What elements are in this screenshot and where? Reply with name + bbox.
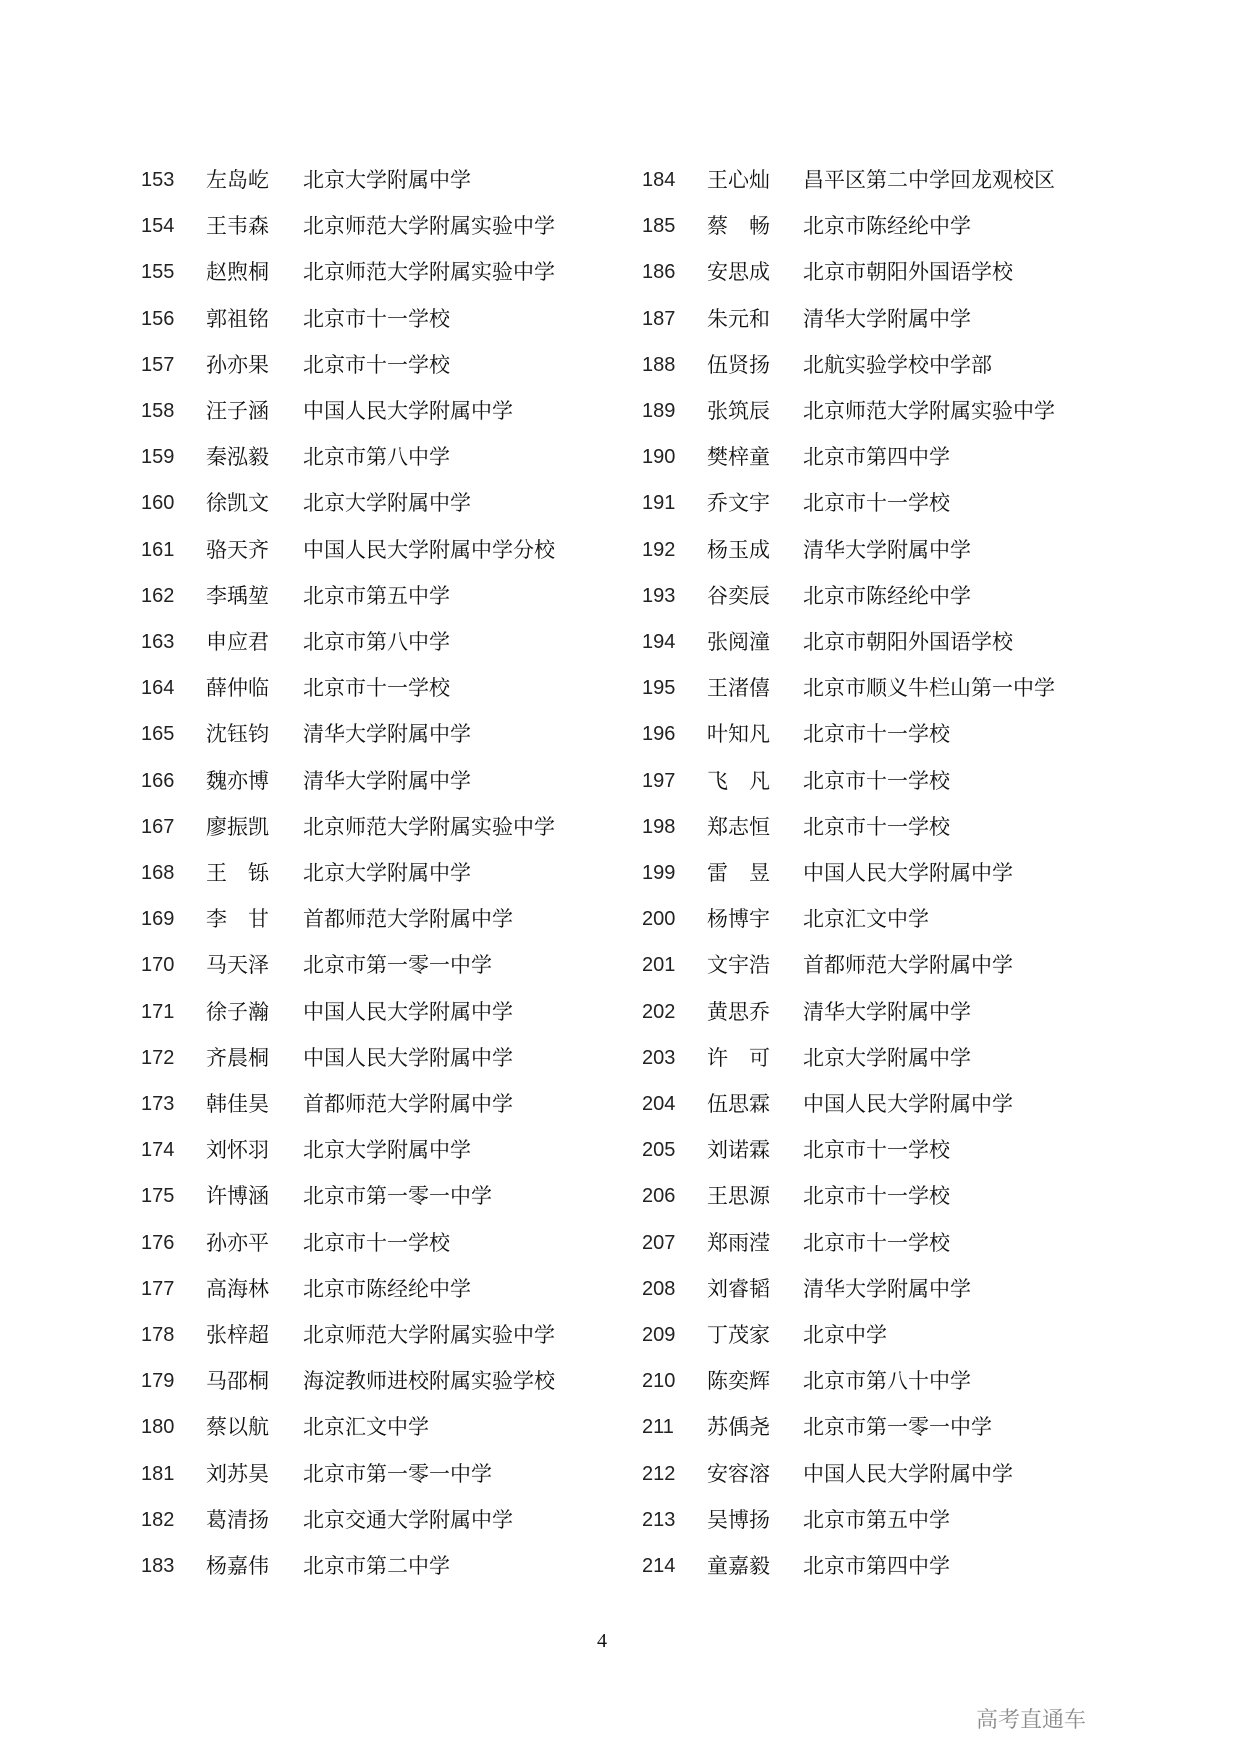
entry-number: 172 [141,1046,175,1069]
entry-number: 212 [642,1462,676,1485]
student-name: 马邵桐 [206,1369,269,1394]
entry-number: 167 [141,815,175,838]
student-name: 马天泽 [206,953,269,978]
student-name: 刘睿韬 [707,1276,770,1301]
school-name: 北京市顺义牛栏山第一中学 [803,676,1055,701]
student-name: 杨玉成 [707,537,770,562]
student-name: 李瑀堃 [206,583,269,608]
entry-number: 195 [642,677,676,700]
school-name: 海淀教师进校附属实验学校 [303,1369,555,1394]
student-name: 文宇浩 [707,953,770,978]
student-name: 飞 凡 [707,768,770,793]
student-name: 王心灿 [707,168,770,192]
entry-number: 191 [642,492,676,515]
entry-number: 185 [642,215,676,238]
school-name: 中国人民大学附属中学 [803,1461,1013,1486]
school-name: 北京汇文中学 [303,1415,429,1440]
student-name: 伍思霖 [707,1092,770,1116]
school-name: 清华大学附属中学 [803,999,971,1024]
school-name: 北京师范大学附属实验中学 [303,214,555,239]
entry-number: 168 [141,862,175,884]
student-name: 韩佳昊 [206,1092,269,1116]
student-name: 杨嘉伟 [206,1554,269,1578]
school-name: 北京市陈经纶中学 [803,583,971,608]
entry-number: 173 [141,1093,175,1115]
school-name: 北京市十一学校 [303,352,450,377]
school-name: 北京师范大学附属实验中学 [303,814,555,839]
entry-number: 157 [141,353,175,376]
entry-number: 202 [642,1000,676,1023]
entry-number: 187 [642,307,676,330]
student-name: 刘怀羽 [206,1138,269,1163]
student-name: 张筑辰 [707,399,770,423]
school-name: 首都师范大学附属中学 [803,953,1013,978]
student-name: 安思成 [707,260,770,285]
student-name: 蔡 畅 [707,214,770,239]
school-name: 中国人民大学附属中学 [803,861,1013,885]
student-name: 樊梓童 [707,445,770,470]
school-name: 北京市第一零一中学 [303,1461,492,1486]
entry-number: 205 [642,1139,676,1162]
school-name: 北京交通大学附属中学 [303,1507,513,1532]
school-name: 北京大学附属中学 [803,1045,971,1070]
entry-number: 203 [642,1046,676,1069]
school-name: 北京市十一学校 [303,1230,450,1255]
student-name: 安容溶 [707,1461,770,1486]
entry-number: 161 [141,538,175,561]
entry-number: 163 [141,631,175,653]
student-name: 苏偊尧 [707,1415,770,1440]
entry-number: 179 [141,1370,175,1393]
school-name: 北京市第一零一中学 [303,1184,492,1209]
school-name: 清华大学附属中学 [803,537,971,562]
entry-number: 178 [141,1324,175,1346]
school-name: 清华大学附属中学 [803,1276,971,1301]
school-name: 北京市十一学校 [803,722,950,747]
entry-number: 214 [642,1555,676,1577]
school-name: 北航实验学校中学部 [803,352,992,377]
entry-number: 190 [642,446,676,469]
entry-number: 164 [141,677,175,700]
entry-number: 180 [141,1416,175,1439]
student-name: 王韦森 [206,214,269,239]
student-name: 汪子涵 [206,399,269,423]
school-name: 北京市十一学校 [803,1138,950,1163]
student-name: 孙亦果 [206,352,269,377]
student-name: 孙亦平 [206,1230,269,1255]
school-name: 北京师范大学附属实验中学 [803,399,1055,423]
student-name: 廖振凯 [206,814,269,839]
entry-number: 196 [642,723,676,746]
school-name: 北京市朝阳外国语学校 [803,260,1013,285]
school-name: 北京市十一学校 [803,1230,950,1255]
entry-number: 211 [642,1416,674,1439]
school-name: 北京市朝阳外国语学校 [803,630,1013,654]
school-name: 北京中学 [803,1323,887,1347]
school-name: 中国人民大学附属中学分校 [303,537,555,562]
student-name: 伍贤扬 [707,352,770,377]
entry-number: 213 [642,1508,676,1531]
entry-number: 171 [141,1000,175,1023]
school-name: 北京市第一零一中学 [303,953,492,978]
entry-number: 209 [642,1324,676,1346]
student-name: 杨博宇 [707,907,770,932]
student-name: 魏亦博 [206,768,269,793]
school-name: 北京市第八中学 [303,630,450,654]
student-name: 郭祖铭 [206,306,269,331]
student-name: 王渚僖 [707,676,770,701]
student-name: 吴博扬 [707,1507,770,1532]
student-name: 骆天齐 [206,537,269,562]
entry-number: 186 [642,261,676,284]
school-name: 北京市第八十中学 [803,1369,971,1394]
entry-number: 193 [642,584,676,607]
entry-number: 206 [642,1185,676,1208]
school-name: 首都师范大学附属中学 [303,1092,513,1116]
student-name: 徐子瀚 [206,999,269,1024]
student-name: 张阅潼 [707,630,770,654]
student-name: 陈奕辉 [707,1369,770,1394]
school-name: 中国人民大学附属中学 [803,1092,1013,1116]
school-name: 北京市第一零一中学 [803,1415,992,1440]
student-name: 王思源 [707,1184,770,1209]
school-name: 北京市第五中学 [303,583,450,608]
school-name: 北京大学附属中学 [303,491,471,516]
school-name: 清华大学附属中学 [803,306,971,331]
entry-number: 210 [642,1370,676,1393]
entry-number: 158 [141,400,175,422]
school-name: 北京市十一学校 [803,491,950,516]
entry-number: 165 [141,723,175,746]
entry-number: 189 [642,400,676,422]
school-name: 北京市十一学校 [803,814,950,839]
entry-number: 194 [642,631,676,653]
entry-number: 197 [642,769,676,792]
entry-number: 182 [141,1508,175,1531]
school-name: 中国人民大学附属中学 [303,999,513,1024]
entry-number: 204 [642,1093,676,1115]
school-name: 北京市十一学校 [803,1184,950,1209]
school-name: 北京汇文中学 [803,907,929,932]
entry-number: 198 [642,815,676,838]
entry-number: 159 [141,446,175,469]
entry-number: 207 [642,1231,676,1254]
school-name: 北京市十一学校 [303,676,450,701]
student-name: 乔文宇 [707,491,770,516]
entry-number: 188 [642,353,676,376]
student-name: 黄思乔 [707,999,770,1024]
student-name: 谷奕辰 [707,583,770,608]
school-name: 清华大学附属中学 [303,722,471,747]
student-name: 童嘉毅 [707,1554,770,1578]
student-name: 刘苏昊 [206,1461,269,1486]
school-name: 北京市陈经纶中学 [303,1276,471,1301]
school-name: 清华大学附属中学 [303,768,471,793]
student-name: 刘诺霖 [707,1138,770,1163]
entry-number: 181 [141,1462,175,1485]
entry-number: 183 [141,1555,175,1577]
student-name: 李 甘 [206,907,269,932]
school-name: 北京大学附属中学 [303,168,471,192]
entry-number: 201 [642,954,676,977]
school-name: 北京大学附属中学 [303,1138,471,1163]
student-name: 叶知凡 [707,722,770,747]
entry-number: 170 [141,954,175,977]
student-name: 郑雨滢 [707,1230,770,1255]
student-name: 丁茂家 [707,1323,770,1347]
school-name: 北京师范大学附属实验中学 [303,1323,555,1347]
entry-number: 177 [141,1277,175,1300]
school-name: 北京市第八中学 [303,445,450,470]
entry-number: 192 [642,538,676,561]
entry-number: 155 [141,261,175,284]
entry-number: 208 [642,1277,676,1300]
school-name: 北京市第五中学 [803,1507,950,1532]
student-name: 朱元和 [707,306,770,331]
student-name: 申应君 [206,630,269,654]
school-name: 北京市十一学校 [803,768,950,793]
student-name: 沈钰钧 [206,722,269,747]
entry-number: 184 [642,169,676,191]
watermark: 高考直通车 [976,1708,1087,1733]
entry-number: 200 [642,908,676,931]
student-name: 齐晨桐 [206,1045,269,1070]
entry-number: 169 [141,908,175,931]
entry-number: 174 [141,1139,175,1162]
school-name: 中国人民大学附属中学 [303,1045,513,1070]
student-name: 郑志恒 [707,814,770,839]
entry-number: 162 [141,584,175,607]
student-name: 秦泓毅 [206,445,269,470]
entry-number: 175 [141,1185,175,1208]
school-name: 北京大学附属中学 [303,861,471,885]
page-number: 4 [597,1630,607,1652]
school-name: 北京师范大学附属实验中学 [303,260,555,285]
student-name: 王 铄 [206,861,269,885]
entry-number: 154 [141,215,175,238]
student-name: 赵煦桐 [206,260,269,285]
entry-number: 199 [642,862,676,884]
student-name: 许 可 [707,1045,770,1070]
school-name: 昌平区第二中学回龙观校区 [803,168,1055,192]
entry-number: 156 [141,307,175,330]
student-name: 许博涵 [206,1184,269,1209]
school-name: 北京市第四中学 [803,1554,950,1578]
entry-number: 160 [141,492,175,515]
student-name: 葛清扬 [206,1507,269,1532]
school-name: 中国人民大学附属中学 [303,399,513,423]
entry-number: 166 [141,769,175,792]
entry-number: 176 [141,1231,175,1254]
school-name: 北京市十一学校 [303,306,450,331]
school-name: 首都师范大学附属中学 [303,907,513,932]
school-name: 北京市第二中学 [303,1554,450,1578]
student-name: 高海林 [206,1276,269,1301]
school-name: 北京市第四中学 [803,445,950,470]
student-name: 左岛屹 [206,168,269,192]
school-name: 北京市陈经纶中学 [803,214,971,239]
student-name: 徐凯文 [206,491,269,516]
entry-number: 153 [141,169,175,191]
student-name: 薛仲临 [206,676,269,701]
student-name: 蔡以航 [206,1415,269,1440]
student-name: 雷 昱 [707,861,770,885]
student-name: 张梓超 [206,1323,269,1347]
